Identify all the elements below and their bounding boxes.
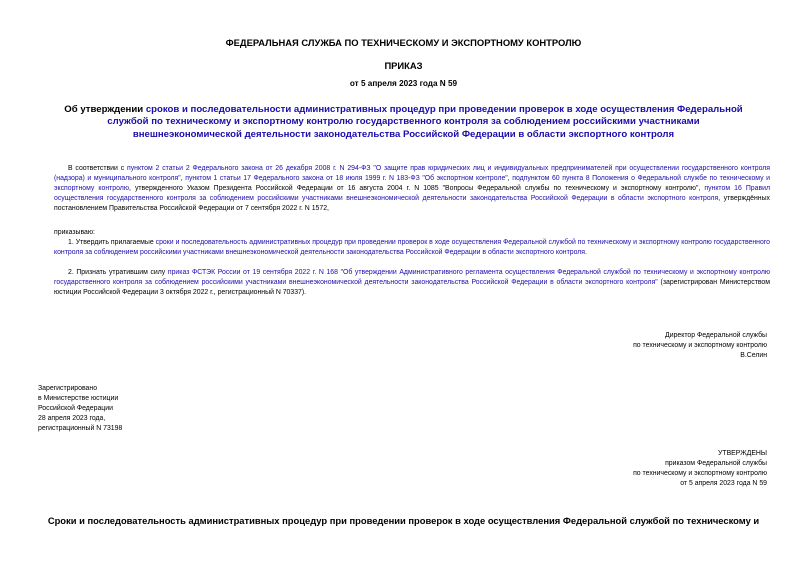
director-signature	[633, 331, 767, 361]
preamble-paragraph	[54, 164, 770, 214]
preamble-link-law-294[interactable]: пунктом 2 статьи 2 Федерального закона от 26 декабря 2008 г. N 294-ФЗ "О защите прав юридических лиц и индивидуальных предпринимателей при осуществлении государственного контроля (надзора) и муниципального контроля"	[54, 165, 771, 182]
document-date: от 5 апреля 2023 года N 59	[349, 79, 458, 88]
item1-link[interactable]: сроки и последовательность административных процедур при проведении проверок в ходе осуществления Федеральной службой по техническому и экспортному контролю государственного контроля за соблюдением российскими участниками внешнеэкономической деятельности законодательства Российской Федерации в области экспортного контроля	[54, 239, 770, 256]
order-word-text: приказываю:	[54, 229, 95, 236]
order-item-2	[54, 268, 770, 298]
document-type: ПРИКАЗ	[384, 60, 423, 71]
preamble-text-3: ,	[507, 175, 513, 182]
item2-link[interactable]: приказ ФСТЭК России от 19 сентября 2022 г. N 168 "Об утверждении Административного регламента осуществления Федеральной службой по техническому и экспортному контролю государственного контроля за соблюдением российскими участниками внешнеэкономической деятельности законодательства Российской Федерации в области экспортного контроля"	[54, 269, 771, 286]
item1-text-2: .	[585, 249, 587, 256]
agency-name: ФЕДЕРАЛЬНАЯ СЛУЖБА ПО ТЕХНИЧЕСКОМУ И ЭКСПОРТНОМУ КОНТРОЛЮ	[225, 37, 582, 48]
preamble-link-regulation[interactable]: подпунктом 60 пункта 8 Положения о Федеральной службе по техническому и экспортному контролю	[54, 175, 770, 192]
approval-line: по техническому и экспортному контролю	[633, 470, 767, 477]
registration-line: в Министерстве юстиции	[38, 395, 119, 402]
registration-line: Зарегистрировано	[38, 385, 98, 392]
director-name: В.Селин	[740, 352, 767, 359]
appendix-title: Сроки и последовательность административных процедур при проведении проверок в ходе осуществления Федеральной службой по техническому и	[47, 515, 760, 526]
item2-text-1: 2. Признать утратившим силу	[68, 269, 168, 276]
preamble-link-law-183[interactable]: пунктом 1 статьи 17 Федерального закона от 18 июля 1999 г. N 183-ФЗ "Об экспортном контроле"	[185, 175, 508, 182]
director-line: Директор Федеральной службы	[665, 332, 767, 339]
title-prefix: Об утверждении	[64, 104, 146, 115]
order-word	[54, 228, 770, 238]
preamble-link-rules[interactable]: пунктом 16 Правил осуществления государственного контроля за соблюдением российскими участниками внешнеэкономической деятельности законодательства Российской Федерации в области экспортного контроля	[54, 185, 770, 202]
registration-note	[38, 384, 122, 434]
registration-line: Российской Федерации	[38, 405, 113, 412]
approval-line: от 5 апреля 2023 года N 59	[680, 480, 767, 487]
registration-line: 28 апреля 2023 года,	[38, 415, 106, 422]
document-title	[60, 104, 747, 141]
approval-line: приказом Федеральной службы	[665, 460, 767, 467]
item1-text-1: 1. Утвердить прилагаемые	[68, 239, 156, 246]
approval-line: УТВЕРЖДЕНЫ	[718, 450, 767, 457]
preamble-text-1: В соответствии с	[68, 165, 127, 172]
item2-text-2: (зарегистрирован Министерством юстиции Российской Федерации 3 октября 2022 г., регистрационный N 70337).	[54, 279, 771, 296]
title-link[interactable]: сроков и последовательности административных процедур при проведении проверок в ходе осуществления Федеральной службой по техническому и экспортному контролю государственного контроля за соблюдением российскими участниками внешнеэкономической деятельности законодательства Российской Федерации в области экспортного контроля	[107, 104, 743, 140]
director-line: по техническому и экспортному контролю	[633, 342, 767, 349]
approval-stamp	[633, 449, 767, 489]
preamble-text-2: ,	[180, 175, 186, 182]
preamble-text-4: , утвержденного Указом Президента Российской Федерации от 16 августа 2004 г. N 1085 "Вопросы Федеральной службы по техническому и экспортному контролю",	[128, 185, 705, 192]
preamble-text-5: , утверждённых постановлением Правительства Российской Федерации от 7 сентября 2022 г. N 1572,	[54, 195, 770, 212]
registration-line: регистрационный N 73198	[38, 425, 123, 432]
order-item-1	[54, 238, 770, 258]
